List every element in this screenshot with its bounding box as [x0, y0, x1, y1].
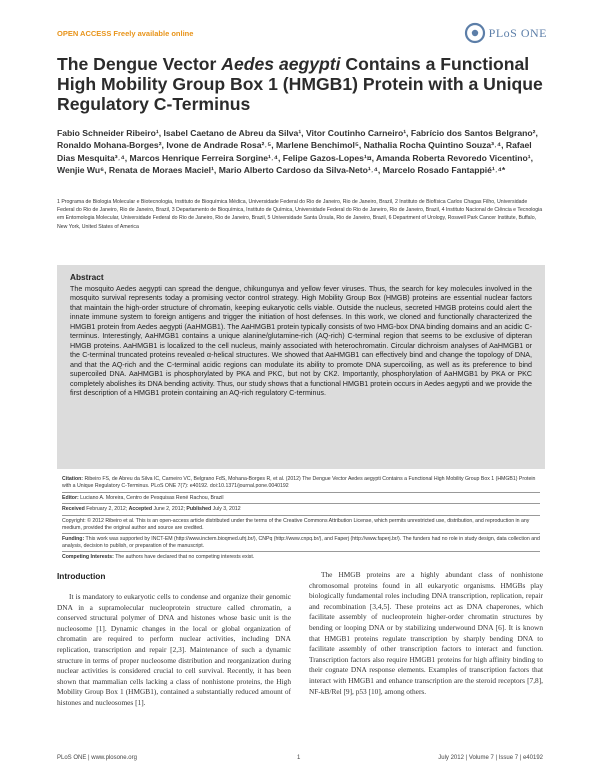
- intro-right-text: The HMGB proteins are a highly abundant class of nonhistone chromosomal proteins found in all eukaryotic organisms. HMGBs play biologically fundamental roles including DNA transcription, replication, repair and recombination [3,4,5]. These proteins act as DNA chaperones, which facilitate assembly of nucleoprotein higher-order chromatin structures by bending or looping DNA or by stabilizing underwound DNA [6]. It is known that HMGB1 proteins regulate transcription by sharply bending DNA to facilitate assembly of other transcription factors to interact and function. Transcription factors also require HMGB1 proteins for high affinity binding to their cognate DNA response elements. Examples of transcription factors that interact with HMGB1 and enhance transcription are the steroid receptors [7,8], NF-kB/Rel [9], p53 [10], among others.: [309, 570, 543, 696]
- published-label: Published: [186, 506, 212, 512]
- editor-label: Editor:: [62, 495, 79, 501]
- abstract-heading: Abstract: [70, 272, 104, 282]
- received-label: Received: [62, 506, 85, 512]
- accepted-label: Accepted: [128, 506, 153, 512]
- open-access-label: OPEN ACCESS Freely available online: [57, 29, 194, 38]
- abstract-box: [57, 265, 545, 469]
- journal-logo-text: PLoS ONE: [488, 25, 547, 40]
- citation: [62, 476, 542, 490]
- divider: [62, 503, 540, 504]
- competing-interests: [62, 554, 542, 561]
- funding-text: This work was supported by INCT-EM (http://www.inctem.bioqmed.ufrj.br/), CNPq (http://www.cnpq.br/), and Faperj (http://www.faperj.br/). The funders had no role in study design, data collection and analysis, decision to publish, or preparation of the manuscript.: [62, 536, 540, 550]
- editor-text: Luciano A. Moreira, Centro de Pesquisas René Rachou, Brazil: [80, 495, 224, 501]
- title-species: Aedes aegypti: [221, 54, 341, 74]
- author-list: Fabio Schneider Ribeiro¹, Isabel Caetano de Abreu da Silva¹, Vitor Coutinho Carneiro¹, Fabrício dos Santos Belgrano², Ronaldo Mohana-Borges², Ivone de Andrade Rosa²˒⁵, Marlene Benchimol⁵, Nathalia Rocha Quintino Souza³˒⁴, Rafael Dias Mesquita³˒⁴, Marcos Henrique Ferreira Sorgine¹˒⁴, Felipe Gazos-Lopes¹¤, Amanda Roberta Revoredo Vicentino¹, Wenjie Wu⁶, Renata de Moraes Maciel¹, Mario Alberto Cardoso da Silva-Neto¹˒⁴, Marcelo Rosado Fantappié¹˒⁴*: [57, 128, 538, 176]
- dates: [62, 506, 542, 513]
- funding-label: Funding:: [62, 536, 85, 542]
- competing-label: Competing Interests:: [62, 554, 114, 560]
- intro-left-text: It is mandatory to eukaryotic cells to condense and organize their genomic DNA in a supramolecular nucleoprotein structure called chromatin, a conserved structural polymer of DNA and histones whose basic unit is the nucleosome [1]. Dynamic changes in the local or global organization of chromatin are required to perform nuclear activities, including DNA replication, transcription and repair [2,3]. Maintenance of such a dynamic structure in terms of proper nucleosome distribution and reorganization during nuclear activities is considered crucial to cell survival. Recently, it has been shown that mammalian cells lacking a class of nonhistone proteins, the High Mobility Group Box 1 (HMGB1), contained a substantially reduced amount of histones and nucleosomes [1].: [57, 592, 291, 707]
- open-access-badge[interactable]: [57, 29, 193, 38]
- competing-text: The authors have declared that no competing interests exist.: [115, 554, 255, 560]
- article-title: [57, 54, 543, 114]
- footer-journal[interactable]: PLoS ONE | www.plosone.org: [57, 755, 137, 761]
- plos-logo-icon: [464, 22, 486, 44]
- divider: [62, 551, 540, 552]
- abstract-text: The mosquito Aedes aegypti can spread the dengue, chikungunya and yellow fever viruses. Thus, the search for key molecules involved in the mosquito survival represents today a promising vector control strategy. High Mobility Group Box (HMGB) proteins are essential nuclear factors that maintain the high-order structure of chromatin, keeping eukaryotic cells viable. Outside the nucleus, secreted HMGB proteins could alert the innate immune system to foreign antigens and trigger the initiation of host defenses. In this work, we cloned and functionally characterized the HMGB1 protein from Aedes aegypti (AaHMGB1). The AaHMGB1 protein typically consists of two HMG-box DNA binding domains and an acidic C-terminus. Interestingly, AaHMGB1 contains a unique alanine/glutamine-rich (AQ-rich) C-terminal region that seems to be exclusive of dipteran HMGB proteins. AaHMGB1 is localized to the cell nucleus, mainly associated with heterochromatin. Circular dichroism analyses of AaHMGB1 or the C-terminal truncated proteins revealed α-helical structures. We showed that AaHMGB1 can effectively bind and change the topology of DNA, and that the AQ-rich and the C-terminal acidic regions can modulate its ability to promote DNA supercoiling, as well as its preference to bind supercoiled DNA. AaHMGB1 is phosphorylated by PKA and PKC, but not by CK2. Importantly, phosphorylation of AaHMGB1 by PKA or PKC completely abolishes its DNA bending activity. Thus, our study shows that a functional HMGB1 protein occurs in Aedes aegypti and we provide the first description of a HMGB1 protein containing an AQ-rich regulatory C-terminus.: [70, 285, 532, 397]
- intro-heading: Introduction: [57, 571, 106, 581]
- received-date: February 2, 2012;: [86, 506, 128, 512]
- divider: [62, 492, 540, 493]
- intro-right-column: [309, 570, 543, 697]
- page-number: 1: [297, 755, 301, 761]
- divider: [62, 533, 540, 534]
- footer-issue: July 2012 | Volume 7 | Issue 7 | e40192: [438, 755, 543, 761]
- accepted-date: June 2, 2012;: [153, 506, 185, 512]
- intro-left-column: [57, 570, 291, 709]
- divider: [62, 515, 540, 516]
- journal-logo[interactable]: [464, 22, 547, 44]
- copyright: Copyright: © 2012 Ribeiro et al. This is an open-access article distributed under the terms of the Creative Commons Attribution License, which permits unrestricted use, distribution, and reproduction in any medium, provided the original author and source are credited.: [62, 518, 530, 532]
- affiliations: 1 Programa de Biologia Molecular e Biotecnologia, Instituto de Bioquímica Médica, Universidade Federal do Rio de Janeiro, Rio de Janeiro, Brazil, 2 Instituto de Biofísica Carlos Chagas Filho, Universidade Federal do Rio de Janeiro, Rio de Janeiro, Brazil, 3 Departamento de Bioquímica, Instituto de Química, Universidade Federal do Rio de Janeiro, Rio de Janeiro, Brazil, 4 Instituto Nacional de Ciência e Tecnologia em Entomologia Molecular, Universidade Federal do Rio de Janeiro, Rio de Janeiro, Brazil, 5 Universidade Santa Úrsula, Rio de Janeiro, Brazil, 6 Department of Urology, Roswell Park Cancer Institute, Buffalo, New York, United States of America: [57, 199, 543, 230]
- published-date: July 3, 2012: [212, 506, 241, 512]
- funding: [62, 536, 542, 550]
- page-header: [57, 22, 547, 46]
- title-part-1: The Dengue Vector: [57, 54, 222, 74]
- citation-text: Ribeiro FS, de Abreu da Silva IC, Carneiro VC, Belgrano FdS, Mohana-Borges R, et al. (2012) The Dengue Vector Aedes aegypti Contains a Functional High Mobility Group Box 1 (HMGB1) Protein with a Unique Regulatory C-Terminus. PLoS ONE 7(7): e40192. doi:10.1371/journal.pone.0040192: [62, 476, 536, 490]
- citation-label: Citation:: [62, 476, 84, 482]
- editor: [62, 495, 542, 502]
- title-part-2: Contains a Functional High Mobility Group Box 1 (HMGB1) Protein with a Unique Regulatory C-Terminus: [57, 54, 543, 114]
